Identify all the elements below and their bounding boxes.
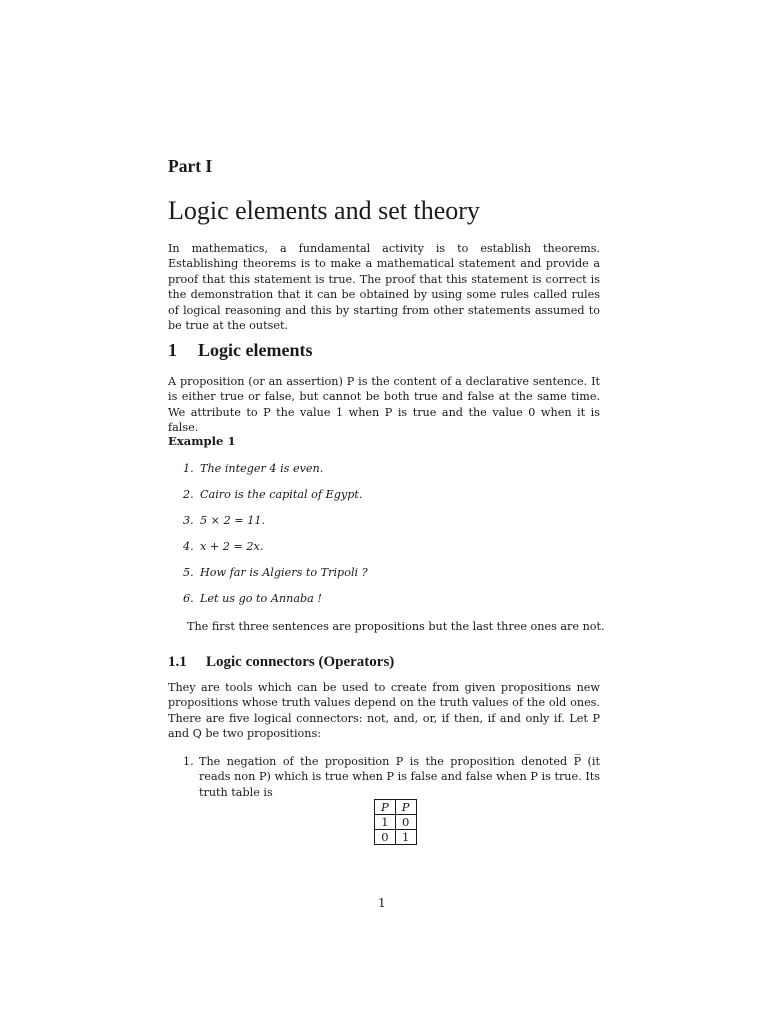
table-header-p: P bbox=[375, 800, 396, 815]
page-number: 1 bbox=[378, 896, 386, 910]
section-heading bbox=[168, 340, 312, 361]
examples-conclusion: The first three sentences are propositions but the last three ones are not. bbox=[187, 620, 605, 633]
table-header-row bbox=[375, 800, 417, 815]
negation-number: 1. bbox=[183, 755, 194, 768]
section-title: Logic elements bbox=[198, 340, 313, 360]
subsection-title: Logic connectors (Operators) bbox=[206, 654, 395, 670]
section-number: 1 bbox=[168, 340, 177, 360]
list-item: 6. Let us go to Annaba ! bbox=[183, 592, 322, 605]
truth-table bbox=[374, 799, 417, 845]
subsection-number: 1.1 bbox=[168, 654, 187, 670]
negation-item bbox=[183, 754, 600, 800]
table-cell: 0 bbox=[395, 815, 416, 830]
list-item: 3. 5 × 2 = 11. bbox=[183, 514, 266, 527]
table-cell: 0 bbox=[375, 830, 396, 845]
part-heading: Part I bbox=[168, 156, 213, 176]
negation-text: The negation of the proposition P is the proposition denoted P̅ (it reads non P) which is true when P is false and false when P is true. Its truth table is bbox=[199, 755, 600, 799]
intro-paragraph: In mathematics, a fundamental activity is to establish theorems. Establishing theorems is to make a mathematical statement and provide a proof that this statement is true. The proof that this statement is correct is the demonstration that it can be obtained by using some rules called rules of logical reasoning and this by starting from other statements assumed to be true at the outset. bbox=[168, 242, 600, 333]
list-item: 2. Cairo is the capital of Egypt. bbox=[183, 488, 363, 501]
page-title: Logic elements and set theory bbox=[168, 196, 480, 225]
table-row bbox=[375, 830, 417, 845]
table-cell: 1 bbox=[375, 815, 396, 830]
list-item: 5. How far is Algiers to Tripoli ? bbox=[183, 566, 368, 579]
example-heading: Example 1 bbox=[168, 434, 236, 448]
table-header-not-p: $\overline{P}$ bbox=[395, 800, 416, 815]
proposition-paragraph: A proposition (or an assertion) P is the content of a declarative sentence. It is either true or false, but cannot be both true and false at the same time. We attribute to P the value 1 when P is true and the value 0 when it is false. bbox=[168, 375, 600, 435]
list-item: 4. x + 2 = 2x. bbox=[183, 540, 264, 553]
list-item: 1. The integer 4 is even. bbox=[183, 462, 324, 475]
table-cell: 1 bbox=[395, 830, 416, 845]
subsection-heading bbox=[168, 654, 394, 671]
connectors-paragraph: They are tools which can be used to create from given propositions new propositions whose truth values depend on the truth values of the old ones. There are five logical connectors: not, and, or, if then, if and only if. Let P and Q be two propositions: bbox=[168, 681, 600, 741]
table-row bbox=[375, 815, 417, 830]
